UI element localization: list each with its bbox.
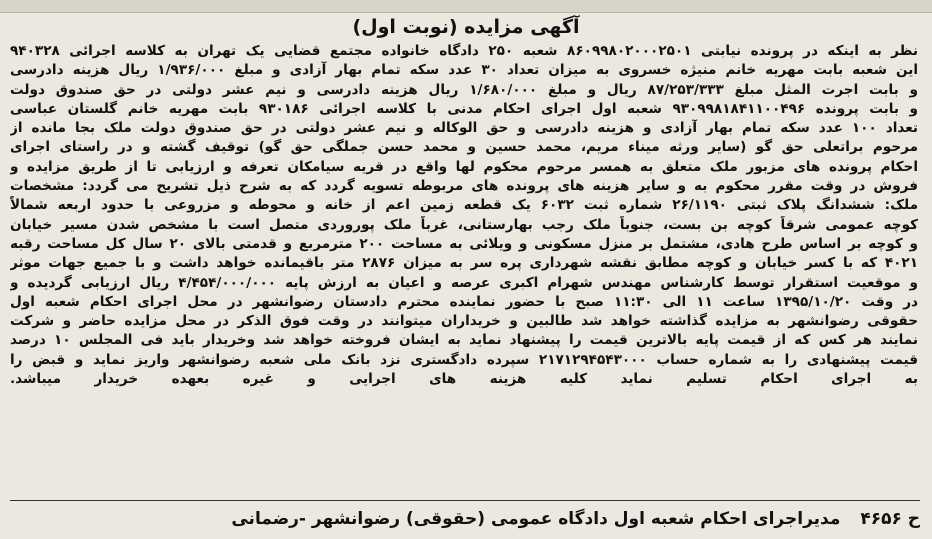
ad-code: ح ۴۶۵۶ (860, 509, 920, 529)
body-line: و کوچه بر اساس طرح هادی، مشتمل بر منزل مسکونی و ویلائی به مساحت ۲۰۰ مترمربع و قدمتی بالای ۲۰ سال کل مساحت رقبه (10, 235, 918, 252)
body-line: نمایند هر کس که از قیمت پایه بالاترین قیمت را پیشنهاد نماید به ایشان فروخته خواهد شد وخریدار باید فی المجلس ۱۰ درصد (10, 332, 918, 349)
body-line: قیمت پیشنهادی را به شماره حساب ۲۱۷۱۲۹۴۵۴۳۰۰۰ سپرده دادگستری نزد بانک ملی شعبه رضوانشهر واریز نماید و قبض را (10, 351, 918, 368)
signatory: مدیراجرای احکام شعبه اول دادگاه عمومی (حقوقی) رضوانشهر -رضمانی (231, 509, 841, 529)
body-line: و موقعیت استقرار توسط کارشناس مهندس شهرام اکبری عرصه و اعیان به ارزش پایه ۴/۴۵۴/۰۰۰/۰۰۰ ریال ارزیابی گردیده و (10, 274, 918, 291)
body-line: این شعبه بابت مهریه خانم منیژه خسروی به میزان تعداد ۳۰ عدد سکه تمام بهار آزادی و مبلغ ۱/۹۳۶/۰۰۰ ریال هزینه دادرسی (10, 62, 918, 79)
footer-divider (10, 500, 920, 501)
body-line: و بابت اجرت المثل مبلغ ۸۷/۲۵۳/۳۳۳ ریال و مبلغ ۱/۶۸۰/۰۰۰ ریال هزینه دادرسی و نیم عشر دولتی در حق صندوق دولت (10, 81, 918, 98)
signature-block (10, 504, 920, 534)
body-line: ۴۰۲۱ که با کسر خیابان و کوچه مطابق نقشه شهرداری پره سر به میزان ۲۸۷۶ متر باقیمانده خواهد داشت و با جمیع جهات موثر (10, 255, 918, 272)
body-line: و بابت پرونده ۹۳۰۹۹۸۱۸۴۱۱۰۰۴۹۶ شعبه اول اجرای احکام مدنی با کلاسه اجرائی ۹۳۰۱۸۶ بابت مهریه خانم گلستان عباسی (10, 100, 918, 117)
body-line: نظر به اینکه در پرونده نیابتی ۸۶۰۹۹۸۰۲۰۰۰۲۵۰۱ شعبه ۲۵۰ دادگاه خانواده مجتمع قضایی یک تهران به کلاسه اجرائی ۹۴۰۳۲۸ (10, 43, 918, 59)
body-line: مرحوم براتعلی حق گو (سایر ورثه میناء مریم، محمد حسین و محمد حسن جملگی حق گو) توقیف گشته و در راستای اجرای (10, 139, 918, 156)
body-line: ملک: ششدانگ پلاک ثبتی ۲۶/۱۱۹۰ شماره ثبت ۶۰۳۲ یک قطعه زمین اعم از خانه و محوطه و مزروعی با حدود اربعه شمالاً (10, 197, 918, 214)
body-line: کوچه عمومی شرقاً کوچه بن بست، جنوباً ملک رجب بهارستانی، غرباً ملک پوروردی متصل است با مشخص شدن مسیر خیابان (10, 216, 918, 233)
notice-body (10, 42, 918, 494)
page-title: آگهی مزایده (نوبت اول) (352, 16, 580, 38)
body-line: احکام پرونده های مزبور ملک متعلق به همسر مرحوم محکوم لها واقع در قریه سیامکان تعرفه و ارزیابی تا از طریق مزایده و (10, 158, 918, 175)
body-line: در وقت ۱۳۹۵/۱۰/۲۰ ساعت ۱۱ الی ۱۱:۳۰ صبح با حضور نماینده محترم دادستان رضوانشهر در محل اجرای احکام شعبه اول (10, 293, 918, 310)
body-line: به اجرای احکام تسلیم نماید کلیه هزینه های اجرایی و غیره بعهده خریدار میباشد. (10, 371, 918, 388)
body-line: فروش در وقت مقرر محکوم به و سایر هزینه های پرونده های مربوطه تسویه گردد که به شرح ذیل تشریح می گردد: مشخصات (10, 178, 918, 195)
body-line: تعداد ۱۰۰ عدد سکه تمام بهار آزادی و هزینه دادرسی و حق الوکاله و نیم عشر دولتی در حق صندوق دولت ملک بجا مانده از (10, 120, 918, 137)
body-line: حقوقی رضوانشهر به مزایده گذاشته خواهد شد طالبین و خریداران میتوانند در وقت فوق الذکر در محل مزایده حاضر و شرکت (10, 313, 918, 330)
